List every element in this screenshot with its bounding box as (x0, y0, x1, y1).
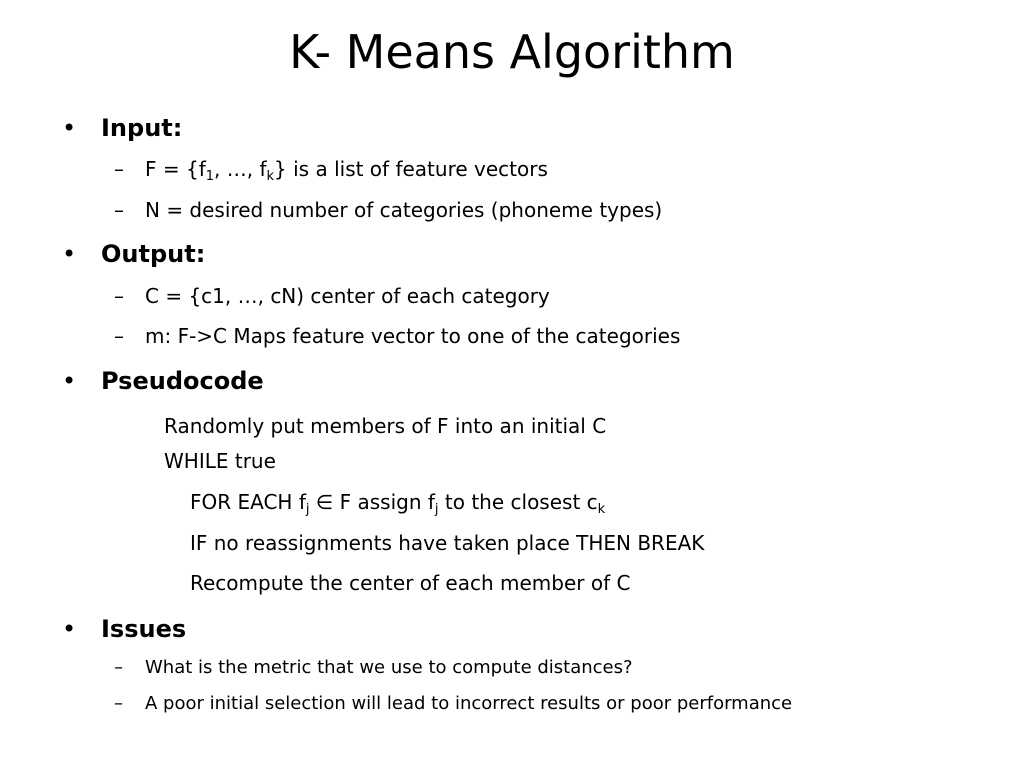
issues-heading: Issues (101, 615, 187, 643)
output-item-centers-text: C = {c1, …, cN) center of each category (145, 284, 550, 308)
issues-item-selection-text: A poor initial selection will lead to incorrect results or poor performance (145, 693, 793, 714)
dash-marker: – (114, 157, 124, 181)
bullet-dot: • (62, 240, 77, 268)
input-item-features-text: $F = \{f_1$, …, $f_k$} is a list of feature vectors (145, 157, 548, 184)
dash-marker: – (114, 324, 124, 348)
output-heading: Output: (101, 240, 206, 268)
pseudocode-line-3: FOR EACH $f_j$ ∈ F assign $f_j$ to the closest $c_k$ (190, 490, 606, 517)
dash-marker: – (114, 198, 124, 222)
bullet-dot: • (62, 615, 77, 643)
bullet-dot: • (62, 114, 77, 142)
output-item-mapping-text: m: F->C Maps feature vector to one of the categories (145, 324, 681, 348)
input-heading: Input: (101, 114, 183, 142)
slide-title: K- Means Algorithm (289, 25, 735, 79)
bullet-dot: • (62, 367, 77, 395)
pseudocode-line-1: Randomly put members of F into an initial C (164, 414, 607, 438)
issues-item-metric-text: What is the metric that we use to compute distances? (145, 657, 633, 678)
pseudocode-line-5: Recompute the center of each member of C (190, 571, 631, 595)
input-item-categories-text: N = desired number of categories (phoneme types) (145, 198, 663, 222)
dash-marker: – (114, 657, 123, 678)
pseudocode-line-4: IF no reassignments have taken place THEN BREAK (190, 531, 705, 555)
dash-marker: – (114, 693, 123, 714)
pseudocode-heading: Pseudocode (101, 367, 264, 395)
dash-marker: – (114, 284, 124, 308)
pseudocode-line-2: WHILE true (164, 449, 276, 473)
